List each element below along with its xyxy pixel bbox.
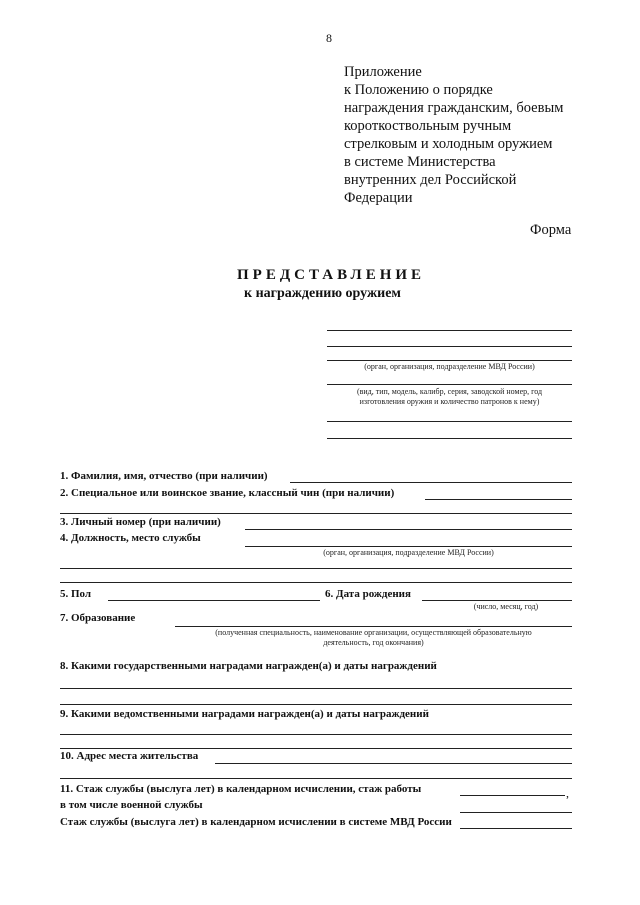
field-education-caption-1: (полученная специальность, наименование организации, осуществляющей образовательную bbox=[215, 628, 532, 637]
field-state-awards-input-2[interactable] bbox=[60, 704, 572, 705]
weapon-line-2[interactable] bbox=[327, 421, 572, 422]
appendix-line: Приложение bbox=[344, 64, 422, 80]
appendix-line: в системе Министерства bbox=[344, 154, 496, 170]
document-subtitle: к награждению оружием bbox=[244, 286, 401, 301]
weapon-line-1[interactable] bbox=[327, 384, 572, 385]
page-number: 8 bbox=[326, 31, 332, 45]
field-education-caption-2: деятельность, год окончания) bbox=[323, 638, 424, 647]
field-education-input[interactable] bbox=[175, 626, 572, 627]
field-service-length-input[interactable] bbox=[460, 795, 565, 796]
appendix-block bbox=[344, 63, 563, 207]
field-service-length-comma: , bbox=[566, 786, 569, 800]
appendix-line: стрелковым и холодным оружием bbox=[344, 136, 553, 152]
organ-line-3[interactable] bbox=[327, 360, 572, 361]
field-mvd-service-label: Стаж службы (выслуга лет) в календарном исчислении в системе МВД России bbox=[60, 816, 452, 828]
appendix-line: короткоствольным ручным bbox=[344, 118, 512, 134]
field-state-awards-label: 8. Какими государственными наградами награжден(а) и даты награждений bbox=[60, 660, 437, 672]
appendix-line: внутренних дел Российской bbox=[344, 172, 517, 188]
appendix-line: к Положению о порядке bbox=[344, 82, 493, 98]
field-service-length-label: 11. Стаж службы (выслуга лет) в календарном исчислении, стаж работы bbox=[60, 783, 422, 795]
field-full-name-input[interactable] bbox=[290, 482, 572, 483]
field-departmental-awards-label: 9. Какими ведомственными наградами награжден(а) и даты награждений bbox=[60, 708, 429, 720]
field-position-input-2[interactable] bbox=[60, 568, 572, 569]
field-mvd-service-input[interactable] bbox=[460, 828, 572, 829]
field-address-label: 10. Адрес места жительства bbox=[60, 750, 199, 762]
field-personal-number-input[interactable] bbox=[245, 529, 572, 530]
weapon-line-3[interactable] bbox=[327, 438, 572, 439]
field-state-awards-input-1[interactable] bbox=[60, 688, 572, 689]
field-education-label: 7. Образование bbox=[60, 612, 136, 624]
field-military-service-input[interactable] bbox=[460, 812, 572, 813]
field-sex-label: 5. Пол bbox=[60, 588, 92, 600]
field-rank-input-2[interactable] bbox=[60, 513, 572, 514]
field-position-label: 4. Должность, место службы bbox=[60, 532, 201, 544]
field-birth-date-caption: (число, месяц, год) bbox=[473, 602, 539, 611]
field-full-name-label: 1. Фамилия, имя, отчество (при наличии) bbox=[60, 470, 268, 482]
field-military-service-label: в том числе военной службы bbox=[60, 799, 203, 811]
organ-caption: (орган, организация, подразделение МВД России) bbox=[364, 362, 535, 371]
form-label: Форма bbox=[530, 222, 572, 238]
field-address-input-1[interactable] bbox=[215, 763, 572, 764]
field-position-input-3[interactable] bbox=[60, 582, 572, 583]
field-sex-input[interactable] bbox=[108, 600, 320, 601]
field-rank-input[interactable] bbox=[425, 499, 572, 500]
organ-line-1[interactable] bbox=[327, 330, 572, 331]
weapon-caption-1: (вид, тип, модель, калибр, серия, заводской номер, год bbox=[356, 387, 543, 396]
appendix-line: награждения гражданским, боевым bbox=[344, 100, 564, 116]
field-position-input[interactable] bbox=[245, 546, 572, 547]
field-address-input-2[interactable] bbox=[60, 778, 572, 779]
appendix-line: Федерации bbox=[344, 190, 413, 206]
field-birth-date-input[interactable] bbox=[422, 600, 572, 601]
field-rank-label: 2. Специальное или воинское звание, классный чин (при наличии) bbox=[60, 487, 395, 499]
field-departmental-awards-input-1[interactable] bbox=[60, 734, 572, 735]
document-title: ПРЕДСТАВЛЕНИЕ bbox=[237, 267, 426, 283]
field-personal-number-label: 3. Личный номер (при наличии) bbox=[60, 516, 221, 528]
field-departmental-awards-input-2[interactable] bbox=[60, 748, 572, 749]
field-position-caption: (орган, организация, подразделение МВД России) bbox=[323, 548, 494, 557]
field-birth-date-label: 6. Дата рождения bbox=[325, 588, 411, 600]
organ-line-2[interactable] bbox=[327, 346, 572, 347]
weapon-caption-2: изготовления оружия и количество патронов к нему) bbox=[359, 397, 540, 406]
